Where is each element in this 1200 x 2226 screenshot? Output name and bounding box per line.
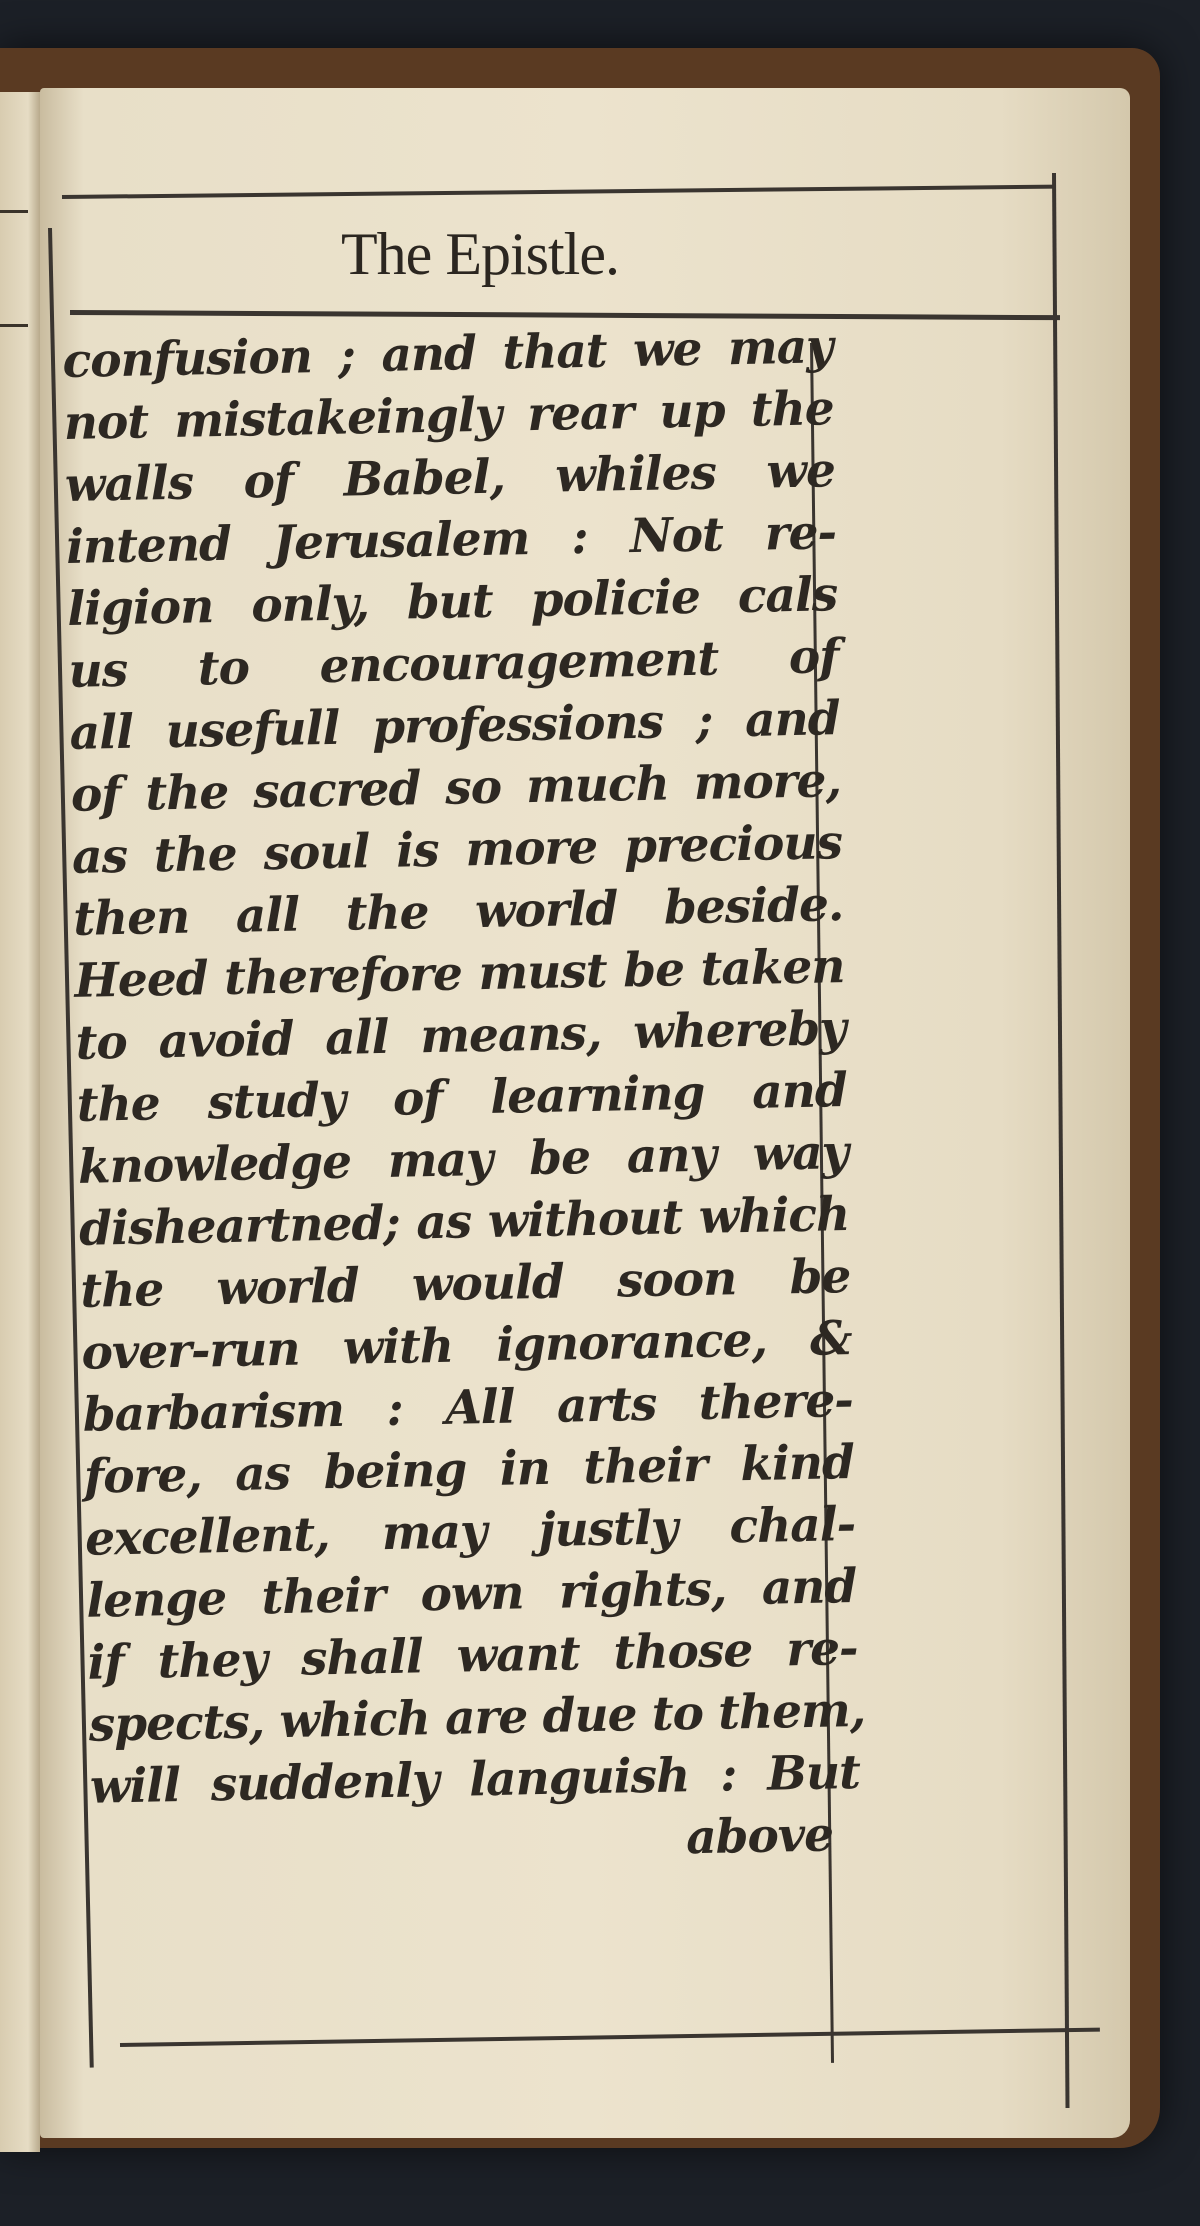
text-line: confusion ; and that we may (62, 319, 833, 389)
body-text (62, 316, 866, 1880)
text-line: the world would soon be (79, 1249, 851, 1319)
facing-page-rule (0, 210, 28, 213)
text-line: spects, which are due to them, (88, 1682, 866, 1753)
text-line: if they shall want those re- (87, 1620, 858, 1691)
running-head: The Epistle. (341, 221, 619, 287)
text-line: us to encouragement of (68, 629, 839, 699)
text-line: fore, as being in their kind (83, 1435, 855, 1505)
text-line: as the soul is more precious (71, 815, 843, 885)
text-line: lenge their own rights, and (85, 1558, 857, 1629)
headline-rule (70, 310, 1060, 320)
text-line: knowledge may be any way (77, 1125, 849, 1195)
text-line: all usefull professions ; and (69, 691, 841, 761)
book-page (40, 88, 1130, 2138)
text-line: the study of learning and (76, 1063, 848, 1133)
text-line: over-run with ignorance, & (81, 1311, 853, 1381)
text-line: ligion only, but policie cals (66, 567, 838, 637)
text-line: intend Jerusalem : Not re- (65, 505, 837, 575)
catchword: above (685, 1807, 834, 1866)
frame-outer-right-rule (1052, 173, 1070, 2108)
text-line: disheartned; as without which (78, 1187, 850, 1257)
facing-page-rule (0, 324, 28, 327)
frame-bottom-rule (120, 2028, 1100, 2047)
text-line: to avoid all means, whereby (75, 1001, 847, 1071)
text-line: of the sacred so much more, (70, 753, 842, 823)
text-line: excellent, may justly chal- (84, 1497, 856, 1567)
text-line: Heed therefore must be taken (73, 939, 845, 1009)
facing-page-edge (0, 92, 40, 2152)
text-line: walls of Babel, whiles we (64, 443, 836, 513)
text-line: not mistakeingly rear up the (63, 381, 835, 451)
text-line: then all the world beside. (72, 877, 844, 947)
frame-top-rule (62, 185, 1056, 199)
text-line: barbarism : All arts there- (82, 1373, 854, 1443)
text-line: will suddenly languish : But (89, 1744, 861, 1815)
